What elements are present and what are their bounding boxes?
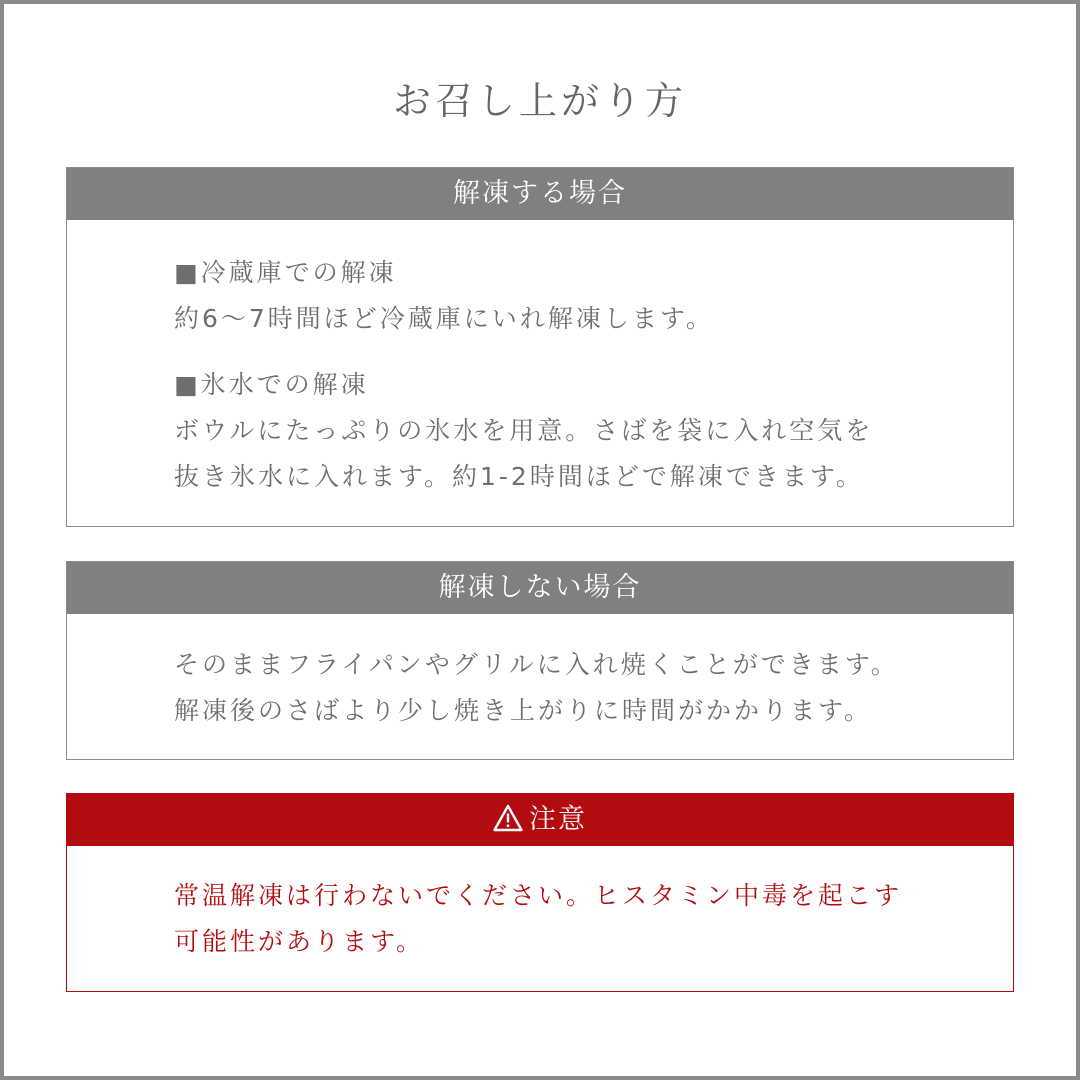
caution-section-header (67, 794, 1013, 846)
caution-text-2: 可能性があります。 (174, 927, 425, 956)
caution-section-title: 注意 (529, 804, 587, 835)
no-thaw-section-header: 解凍しない場合 (67, 562, 1013, 614)
fridge-thaw-text: 約6〜7時間ほど冷蔵庫にいれ解凍します。 (174, 304, 714, 333)
page-title: お召し上がり方 (392, 79, 687, 123)
no-thaw-text-2: 解凍後のさばより少し焼き上がりに時間がかかります。 (174, 696, 873, 725)
no-thaw-section (66, 561, 1014, 760)
icewater-thaw-text-1: ボウルにたっぷりの氷水を用意。さばを袋に入れ空気を (174, 416, 874, 445)
fridge-thaw-heading: ■冷蔵庫での解凍 (174, 258, 397, 287)
warning-icon (493, 798, 523, 850)
icewater-thaw-heading: ■氷水での解凍 (174, 370, 369, 399)
caution-section (66, 793, 1014, 992)
no-thaw-text-1: そのままフライパンやグリルに入れ焼くことができます。 (174, 650, 899, 679)
caution-text-1: 常温解凍は行わないでください。ヒスタミン中毒を起こす (174, 881, 903, 910)
thaw-section (66, 167, 1014, 527)
thaw-section-header: 解凍する場合 (67, 168, 1013, 220)
icewater-thaw-text-2: 抜き氷水に入れます。約1-2時間ほどで解凍できます。 (174, 462, 864, 491)
